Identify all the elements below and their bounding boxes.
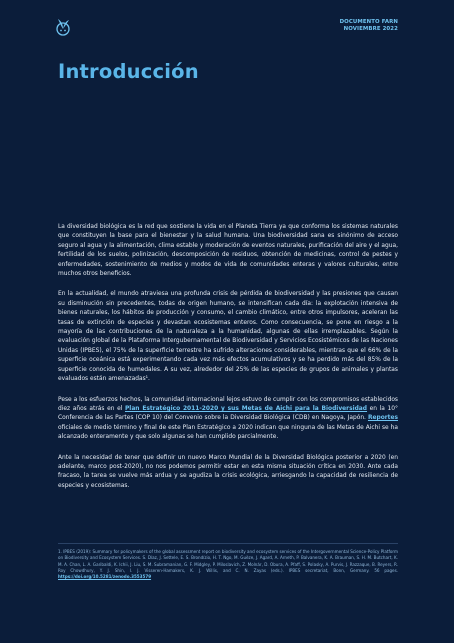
farn-leaf-logo-icon: [55, 17, 71, 36]
paragraph-4: Ante la necesidad de tener que definir un nuevo Marco Mundial de la Diversidad Biológica posterior a 2020 (en adelante, marco post-2020), no nos podemos permitir estar en esta misma situación crítica en 2030. Ante cada fracaso, la tarea se vuelve más ardua y se agudiza la crisis ecológica, arriesgando la capacidad de resiliencia de especies y ecosistemas.: [58, 454, 398, 489]
paragraph-3-text-b: en la 10° Conferencia de las Partes (COP 10) del Convenio sobre la Diversidad Biológica (CDB) en Nagoya, Japón.: [58, 405, 398, 422]
paragraph-3: [58, 396, 398, 443]
footnote-divider: [58, 543, 398, 544]
footnote: [58, 549, 398, 580]
body-text: [58, 223, 398, 502]
document-header: [340, 19, 398, 33]
footnote-doi-link[interactable]: https://doi.org/10.5281/zenodo.3553579: [58, 574, 152, 580]
paragraph-3-text-c: oficiales de medio término y final de este Plan Estratégico a 2020 indican que ninguna de las Metas de Aichi se ha alcanzado enteramente y que solo algunas se han cumplido parcialmente.: [58, 424, 398, 441]
doc-date: NOVIEMBRE 2022: [343, 26, 398, 32]
paragraph-2: En la actualidad, el mundo atraviesa una profunda crisis de pérdida de biodiversidad y las presiones que causan su disminución sin precedentes, todas de origen humano, se intensifican cada día: la explotación intensiva de bienes naturales, los hábitos de producción y consumo, el cambio climático, entre otros impulsores, aceleran las tasas de extinción de especies y devastan ecosistemas enteros. Como consecuencia, se pone en riesgo a la mayoría de las contribuciones de la naturaleza a la humanidad, algunas de ellas irremplazables. Según la evaluación global de la Plataforma Intergubernamental de Biodiversidad y Servicios Ecosistémicos de las Naciones Unidas (IPBES), el 75% de la superficie terrestre ha sufrido alteraciones considerables, mientras que el 66% de la superficie oceánica está experimentando cada vez más efectos acumulativos y se ha perdido más del 85% de la superficie conocida de humedales. A su vez, alrededor del 25% de las especies de grupos de animales y plantas evaluados están amenazadas¹.: [58, 291, 398, 383]
paragraph-3-text-a: Pese a los esfuerzos hechos, la comunidad internacional lejos estuvo de cumplir con los compromisos establecidos diez años atrás en el: [58, 396, 398, 412]
doc-label: DOCUMENTO FARN: [339, 19, 398, 25]
paragraph-1: La diversidad biológica es la red que sostiene la vida en el Planeta Tierra ya que conforma los sistemas naturales que constituyen la base para el bienestar y la salud humana. Una biodiversidad sana es sinónimo de acceso seguro al agua y la alimentación, clima estable y moderación de eventos naturales, purificación del aire y el agua, fertilidad de los suelos, polinización, descomposición de residuos, obtención de medicinas, control de pestes y enfermedades, sostenimiento de medios y modos de vida de comunidades enteras y valores culturales, entre muchos otros beneficios.: [58, 224, 398, 278]
footnote-text: 1. IPBES (2019): Summary for policymakers of the global assessment report on biodiversity and ecosystem services of the Intergovernmental Science-Policy Platform on Biodiversity and Ecosystem Services. S. Díaz, J. Settele, E. S. Brondízio, H. T. Ngo, M. Guèze, J. Agard, A. Arneth, P. Balvanera, K. A. Brauman, S. H. M. Butchart, K. M. A. Chan, L. A. Garibaldi, K. Ichii, J. Liu, S. M. Subramanian, G. F. Midgley, P. Miloslavich, Z. Molnár, D. Obura, A. Pfaff, S. Polasky, A. Purvis, J. Razzaque, B. Reyers, R. Roy Chowdhury, Y. J. Shin, I. J. Visseren-Hamakers, K. J. Willis, and C. N. Zayas (eds.). IPBES secretariat, Bonn, Germany. 56 pages.: [58, 549, 398, 573]
plan-estrategico-link[interactable]: Plan Estratégico 2011-2020 y sus Metas de Aichi para la Biodiversidad: [124, 405, 368, 412]
page-title: Introducción: [58, 60, 199, 83]
reportes-link[interactable]: Reportes: [367, 415, 398, 422]
